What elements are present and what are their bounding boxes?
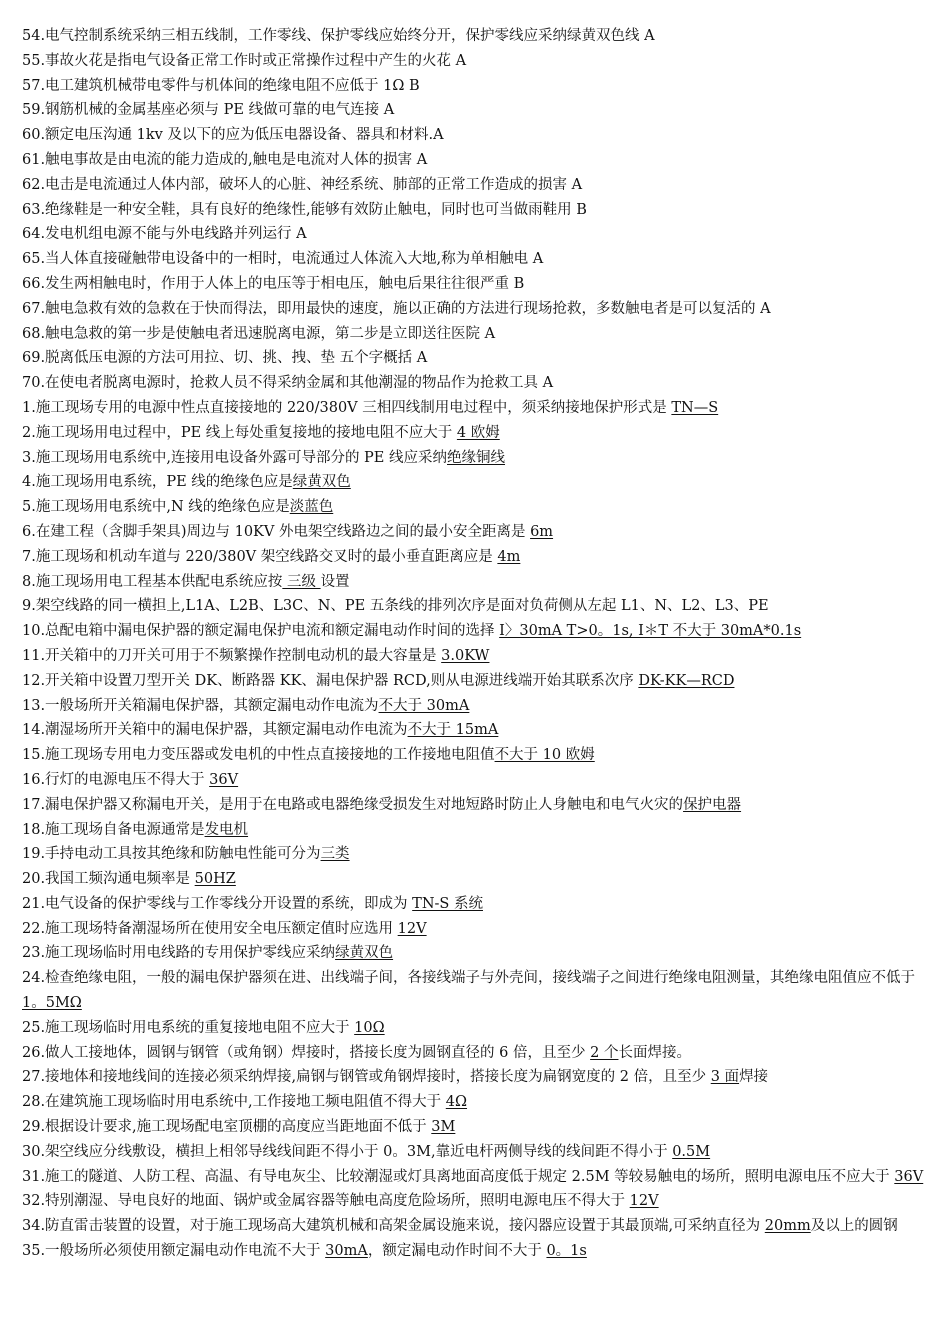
question-text: 4.施工现场用电系统，PE 线的绝缘色应是 — [22, 474, 293, 491]
answer-text: 不大于 10 欧姆 — [494, 747, 595, 764]
answer-text: 4m — [497, 548, 521, 565]
answer-text: 30mA — [325, 1243, 368, 1260]
text-line — [22, 545, 928, 570]
text-line — [22, 1239, 928, 1264]
question-text: 57.电工建筑机械带电零件与机体间的绝缘电阻不应低于 1Ω B — [22, 77, 420, 94]
question-text: 68.触电急救的第一步是使触电者迅速脱离电源，第二步是立即送往医院 A — [22, 325, 496, 342]
answer-text: 0.5M — [672, 1143, 711, 1160]
answer-text: 3.0KW — [441, 647, 490, 664]
answer-text: 50HZ — [194, 871, 236, 888]
text-line — [22, 793, 928, 818]
question-text: 5.施工现场用电系统中,N 线的绝缘色应是 — [22, 499, 290, 516]
answer-text: 不大于 15mA — [407, 722, 499, 739]
text-line — [22, 594, 928, 619]
question-text: 61.触电事故是由电流的能力造成的,触电是电流对人体的损害 A — [22, 151, 428, 168]
text-line — [22, 941, 928, 966]
text-line — [22, 1165, 928, 1190]
text-line — [22, 322, 928, 347]
trailing-text: ，额定漏电动作时间不大于 — [367, 1243, 547, 1260]
text-line — [22, 1065, 928, 1090]
text-line — [22, 173, 928, 198]
question-text: 16.行灯的电源电压不得大于 — [22, 771, 210, 788]
text-line — [22, 1214, 928, 1239]
trailing-text: 及以上的圆钢 — [810, 1218, 898, 1235]
text-line — [22, 24, 928, 49]
text-line — [22, 966, 928, 1016]
question-text: 6.在建工程（含脚手架具)周边与 10KV 外电架空线路边之间的最小安全距离是 — [22, 523, 531, 540]
question-text: 27.接地体和接地线间的连接必须采纳焊接,扁钢与钢管或角钢焊接时，搭接长度为扁钢宽度的 2 倍，且至少 — [22, 1069, 711, 1086]
question-text: 63.绝缘鞋是一种安全鞋，具有良好的绝缘性,能够有效防止触电，同时也可当做雨鞋用 B — [22, 201, 587, 218]
question-text: 70.在使电者脱离电源时，抢救人员不得采纳金属和其他潮湿的物品作为抢救工具 A — [22, 375, 554, 392]
question-text: 24.检查绝缘电阻，一般的漏电保护器须在进、出线端子间，各接线端子与外壳间，接线端子之间进行绝缘电阻测量，其绝缘电阻值应不低于 — [22, 970, 916, 987]
answer-text: 保护电器 — [683, 796, 742, 813]
question-text: 32.特别潮湿、导电良好的地面、锅炉或金属容器等触电高度危险场所，照明电源电压不得大于 — [22, 1193, 630, 1210]
answer-text: 不大于 30mA — [378, 697, 470, 714]
question-text: 26.做人工接地体，圆钢与钢管（或角钢）焊接时，搭接长度为圆钢直径的 6 倍，且至少 — [22, 1044, 591, 1061]
answer-text: TN-S 系统 — [412, 895, 483, 912]
text-line — [22, 917, 928, 942]
text-line — [22, 743, 928, 768]
answer-text: 0。1s — [546, 1243, 587, 1260]
answer-text: 1。5MΩ — [22, 995, 82, 1012]
answer-text: 绿黄双色 — [335, 945, 394, 962]
question-text: 15.施工现场专用电力变压器或发电机的中性点直接接地的工作接地电阻值 — [22, 747, 495, 764]
text-line — [22, 520, 928, 545]
answer-text: 10Ω — [354, 1019, 385, 1036]
question-text: 66.发生两相触电时，作用于人体上的电压等于相电压，触电后果往往很严重 B — [22, 275, 525, 292]
text-line — [22, 371, 928, 396]
question-text: 20.我国工频沟通电频率是 — [22, 871, 195, 888]
question-text: 59.钢筋机械的金属基座必须与 PE 线做可靠的电气连接 A — [22, 102, 395, 119]
question-text: 31.施工的隧道、人防工程、高温、有导电灰尘、比较潮湿或灯具离地面高度低于规定 2.5M 等较易触电的场所，照明电源电压不应大于 — [22, 1168, 895, 1185]
trailing-text: 设置 — [320, 573, 350, 590]
question-text: 60.额定电压沟通 1kv 及以下的应为低压电器设备、器具和材料.A — [22, 127, 444, 144]
question-text: 62.电击是电流通过人体内部，破坏人的心脏、神经系统、肺部的正常工作造成的损害 A — [22, 176, 583, 193]
text-line — [22, 421, 928, 446]
question-text: 13.一般场所开关箱漏电保护器，其额定漏电动作电流为 — [22, 697, 379, 714]
answer-text: 绝缘铜线 — [447, 449, 506, 466]
text-line — [22, 842, 928, 867]
question-text: 8.施工现场用电工程基本供配电系统应按 — [22, 573, 283, 590]
text-line — [22, 669, 928, 694]
text-line — [22, 694, 928, 719]
trailing-text: 焊接 — [739, 1069, 769, 1086]
question-text: 9.架空线路的同一横担上,L1A、L2B、L3C、N、PE 五条线的排列次序是面对负荷侧从左起 L1、N、L2、L3、PE — [22, 598, 769, 615]
question-text: 22.施工现场特备潮湿场所在使用安全电压额定值时应选用 — [22, 920, 398, 937]
answer-text: 2 个 — [590, 1044, 619, 1061]
answer-text: TN—S — [671, 399, 719, 416]
question-text: 2.施工现场用电过程中，PE 线上每处重复接地的接地电阻不应大于 — [22, 424, 457, 441]
text-line — [22, 74, 928, 99]
question-text: 67.触电急救有效的急救在于快而得法，即用最快的速度，施以正确的方法进行现场抢救，多数触电者是可以复活的 A — [22, 300, 771, 317]
text-line — [22, 495, 928, 520]
answer-text: 36V — [209, 771, 239, 788]
question-text: 34.防直雷击装置的设置，对于施工现场高大建筑机械和高架金属设施来说，接闪器应设置于其最顶端,可采纳直径为 — [22, 1218, 765, 1235]
question-text: 1.施工现场专用的电源中性点直接接地的 220/380V 三相四线制用电过程中，须采纳接地保护形式是 — [22, 399, 672, 416]
question-text: 17.漏电保护器又称漏电开关，是用于在电路或电器绝缘受损发生对地短路时防止人身触电和电气火灾的 — [22, 796, 684, 813]
answer-text: 12V — [629, 1193, 659, 1210]
answer-text: 12V — [397, 920, 427, 937]
question-text: 30.架空线应分线敷设，横担上相邻导线线间距不得小于 0。3M,靠近电杆两侧导线的线间距不得小于 — [22, 1143, 673, 1160]
text-line — [22, 768, 928, 793]
question-text: 18.施工现场自备电源通常是 — [22, 821, 205, 838]
question-text: 29.根据设计要求,施工现场配电室顶棚的高度应当距地面不低于 — [22, 1119, 432, 1136]
text-line — [22, 644, 928, 669]
question-text: 10.总配电箱中漏电保护器的额定漏电保护电流和额定漏电动作时间的选择 — [22, 623, 500, 640]
question-text: 55.事故火花是指电气设备正常工作时或正常操作过程中产生的火花 A — [22, 52, 467, 69]
text-line — [22, 619, 928, 644]
text-line — [22, 148, 928, 173]
answer-text: 20mm — [764, 1218, 811, 1235]
question-text: 65.当人体直接碰触带电设备中的一相时，电流通过人体流入大地,称为单相触电 A — [22, 251, 544, 268]
answer-text: DK-KK—RCD — [638, 672, 735, 689]
answer-text: 淡蓝色 — [289, 499, 334, 516]
answer-text: 6m — [530, 523, 554, 540]
question-text: 12.开关箱中设置刀型开关 DK、断路器 KK、漏电保护器 RCD,则从电源进线端开始其联系次序 — [22, 672, 639, 689]
answer-text: 3 面 — [710, 1069, 740, 1086]
answer-text: I〉30mA T>0。1s, I＊T 不大于 30mA*0.1s — [499, 623, 802, 640]
question-text: 7.施工现场和机动车道与 220/380V 架空线路交叉时的最小垂直距离应是 — [22, 548, 498, 565]
text-line — [22, 570, 928, 595]
text-line — [22, 49, 928, 74]
answer-text: 三类 — [320, 846, 350, 863]
text-line — [22, 247, 928, 272]
text-line — [22, 1140, 928, 1165]
answer-text: 三级 — [282, 573, 321, 590]
question-text: 28.在建筑施工现场临时用电系统中,工作接地工频电阻值不得大于 — [22, 1094, 446, 1111]
question-text: 23.施工现场临时用电线路的专用保护零线应采纳 — [22, 945, 336, 962]
answer-text: 3M — [431, 1119, 456, 1136]
answer-text: 36V — [894, 1168, 924, 1185]
text-line — [22, 198, 928, 223]
text-line — [22, 222, 928, 247]
text-line — [22, 123, 928, 148]
text-line — [22, 297, 928, 322]
question-text: 3.施工现场用电系统中,连接用电设备外露可导部分的 PE 线应采纳 — [22, 449, 448, 466]
text-line — [22, 446, 928, 471]
text-line — [22, 1189, 928, 1214]
text-line — [22, 1041, 928, 1066]
text-line — [22, 272, 928, 297]
trailing-text: 长面焊接。 — [618, 1044, 691, 1061]
answer-text: 4 欧姆 — [456, 424, 500, 441]
question-text: 14.潮湿场所开关箱中的漏电保护器，其额定漏电动作电流为 — [22, 722, 408, 739]
question-text: 69.脱离低压电源的方法可用拉、切、挑、拽、垫 五个字概括 A — [22, 350, 428, 367]
text-line — [22, 470, 928, 495]
answer-text: 绿黄双色 — [292, 474, 351, 491]
text-line — [22, 892, 928, 917]
question-text: 11.开关箱中的刀开关可用于不频繁操作控制电动机的最大容量是 — [22, 647, 442, 664]
question-text: 19.手持电动工具按其绝缘和防触电性能可分为 — [22, 846, 321, 863]
question-text: 54.电气控制系统采纳三相五线制，工作零线、保护零线应始终分开，保护零线应采纳绿黄双色线 A — [22, 28, 655, 44]
text-line — [22, 818, 928, 843]
text-line — [22, 98, 928, 123]
text-line — [22, 718, 928, 743]
answer-text: 4Ω — [445, 1094, 468, 1111]
text-line — [22, 1115, 928, 1140]
text-line — [22, 1016, 928, 1041]
question-text: 21.电气设备的保护零线与工作零线分开设置的系统，即成为 — [22, 895, 413, 912]
text-line — [22, 346, 928, 371]
question-text: 64.发电机组电源不能与外电线路并列运行 A — [22, 226, 307, 243]
text-line — [22, 1090, 928, 1115]
question-text: 25.施工现场临时用电系统的重复接地电阻不应大于 — [22, 1019, 355, 1036]
answer-text: 发电机 — [204, 821, 249, 838]
question-text: 35.一般场所必须使用额定漏电动作电流不大于 — [22, 1243, 326, 1260]
text-line — [22, 867, 928, 892]
text-line — [22, 396, 928, 421]
